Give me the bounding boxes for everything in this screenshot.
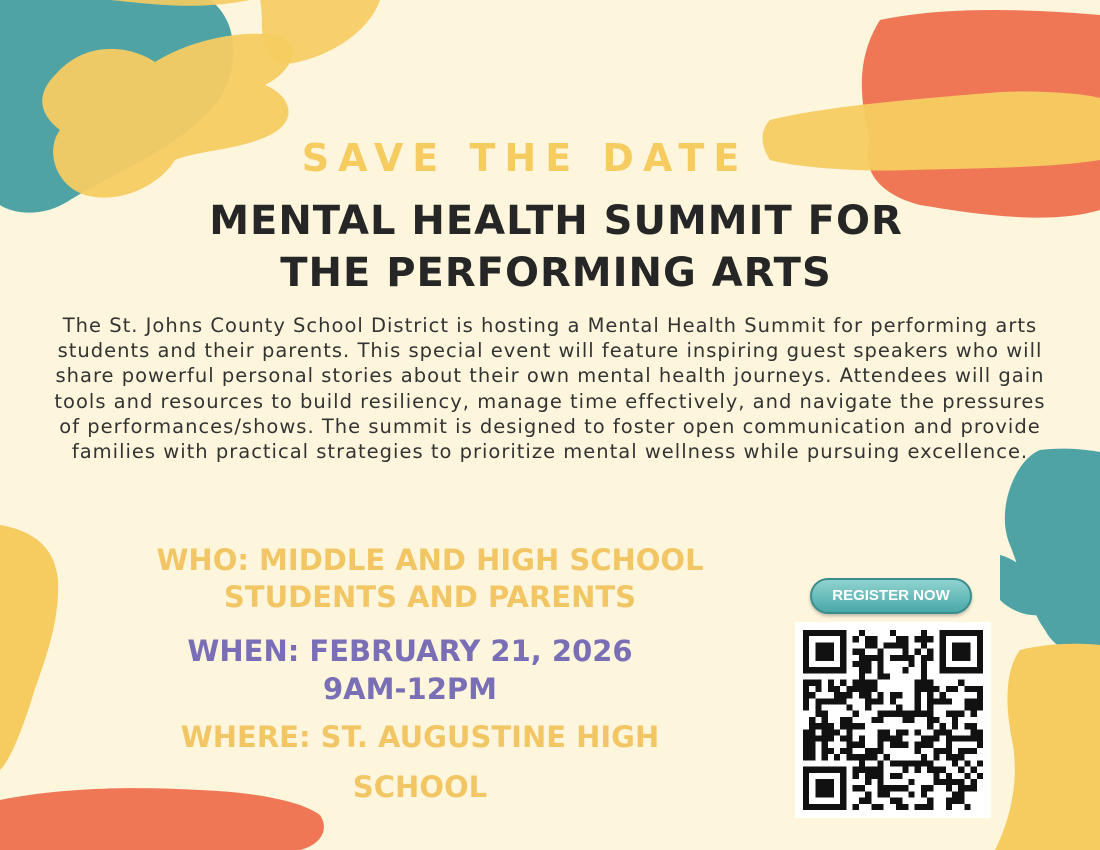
when-line2: 9AM-12PM (323, 672, 497, 706)
who-line2: STUDENTS AND PARENTS (223, 580, 637, 614)
event-description: The St. Johns County School District is hosting a Mental Health Summit for performing arts students and their parents. This special event will feature inspiring guest speakers who will share powerful personal stories about their own mental health journeys. Attendees will gain tools and resources to build resiliency, manage time effectively, and navigate the pressures of performances/shows. The summit is designed to foster open communication and provide families with practical strategies to prioritize mental wellness while pursuing excellence. (54, 314, 1046, 464)
summit-title-line2: THE PERFORMING ARTS (280, 250, 832, 296)
where-line1: WHERE: ST. AUGUSTINE HIGH (180, 720, 660, 754)
summit-title-line1: MENTAL HEALTH SUMMIT FOR (209, 198, 903, 244)
save-the-date-heading: SAVE THE DATE (301, 136, 749, 180)
qr-code-graphic (803, 630, 983, 810)
qr-code-icon[interactable] (795, 622, 991, 818)
when-line1: WHEN: FEBRUARY 21, 2026 (187, 634, 633, 668)
who-line1: WHO: MIDDLE AND HIGH SCHOOL (156, 543, 704, 577)
where-line2: SCHOOL (352, 770, 488, 804)
register-now-button[interactable]: REGISTER NOW (810, 578, 972, 614)
